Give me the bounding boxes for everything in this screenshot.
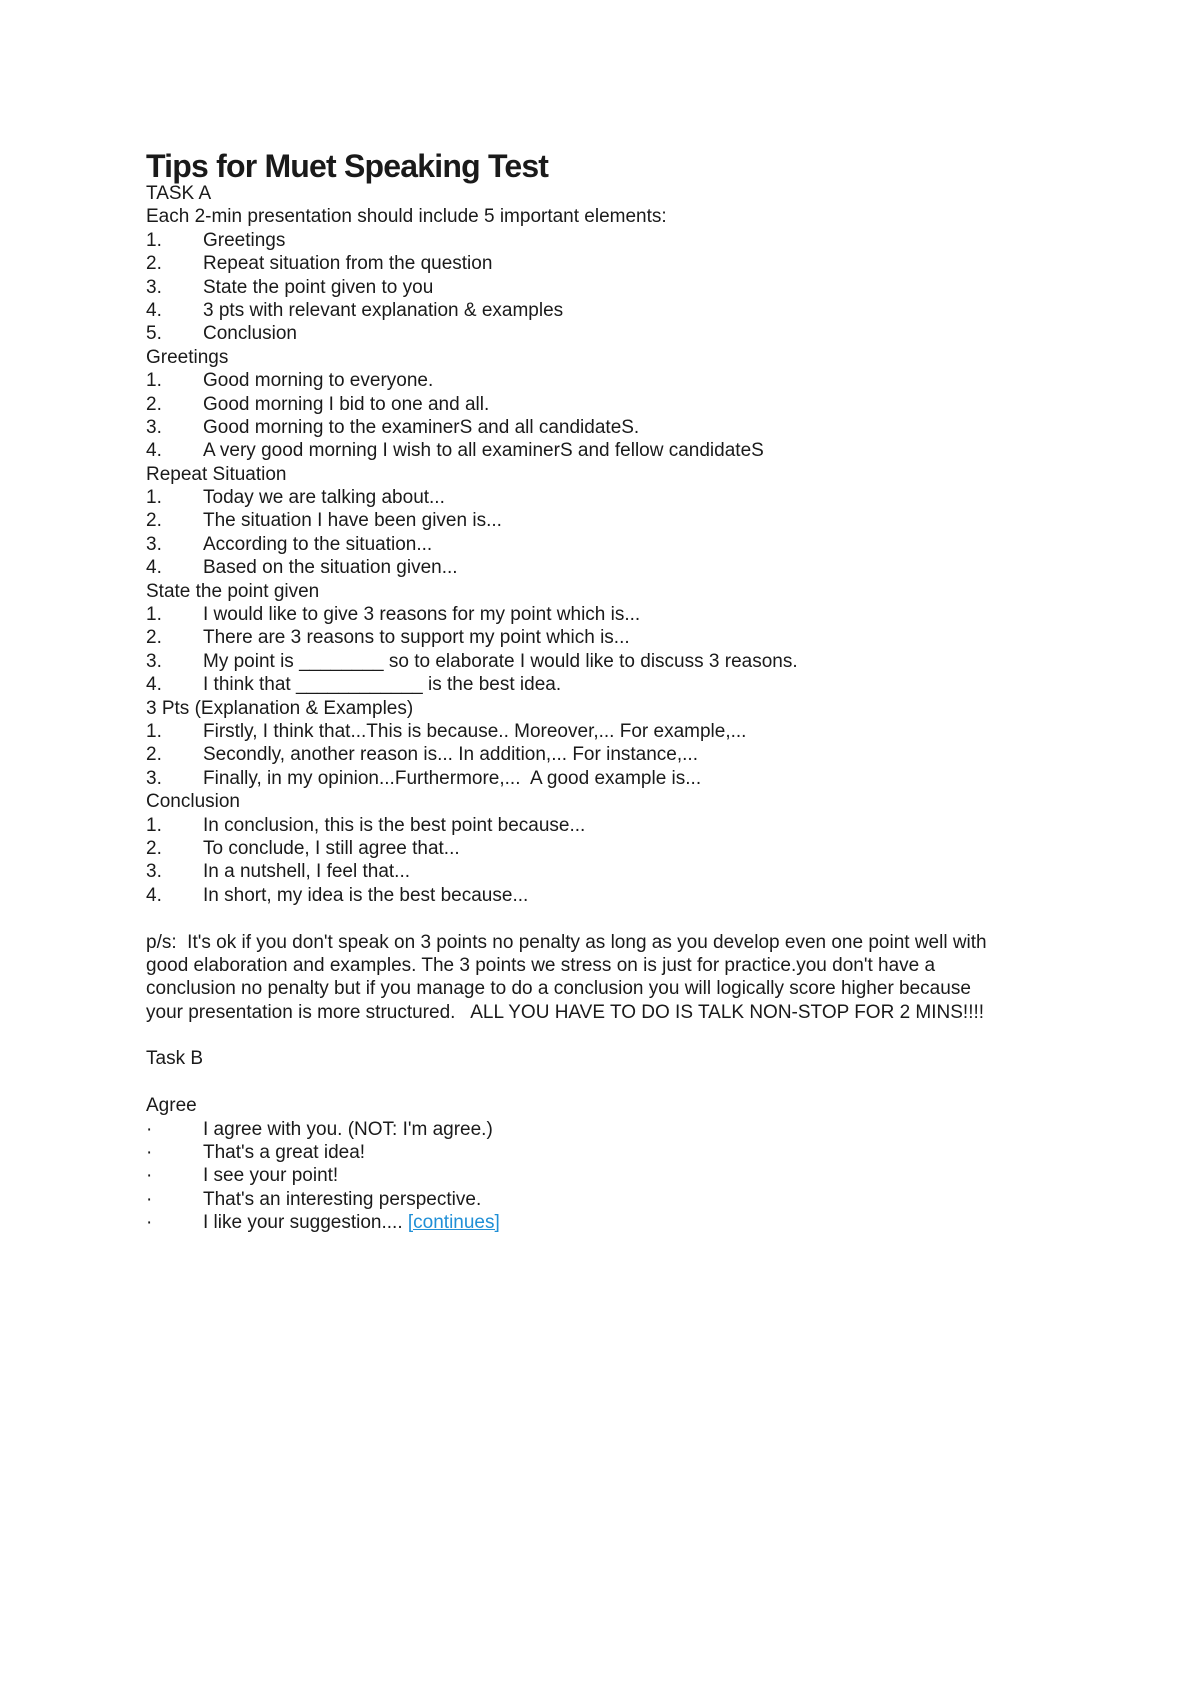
list-item <box>146 1188 1066 1211</box>
list-item <box>146 603 1066 626</box>
list-number: 2. <box>146 510 162 532</box>
ps-paragraph <box>146 931 1066 1025</box>
list-text: Based on the situation given... <box>203 557 458 579</box>
list-item <box>146 276 1066 299</box>
list-number: 1. <box>146 229 162 251</box>
list-item <box>146 369 1066 392</box>
bullet: · <box>146 1165 153 1187</box>
list-text: To conclude, I still agree that... <box>203 837 460 859</box>
list-number: 4. <box>146 557 162 579</box>
list-item <box>146 860 1066 883</box>
list-item <box>146 743 1066 766</box>
list-text: Good morning to the examinerS and all candidateS. <box>203 416 640 438</box>
list-item <box>146 393 1066 416</box>
three-pts-list <box>146 720 1066 790</box>
list-number: 3. <box>146 650 162 672</box>
list-item <box>146 486 1066 509</box>
list-item <box>146 299 1066 322</box>
paragraph-line: p/s: It's ok if you don't speak on 3 points no penalty as long as you develop even one point well with <box>146 931 987 953</box>
list-number: 3. <box>146 276 162 298</box>
list-text: I like your suggestion.... <box>203 1212 408 1234</box>
list-number: 1. <box>146 370 162 392</box>
list-item <box>146 884 1066 907</box>
list-item <box>146 252 1066 275</box>
bullet: · <box>146 1188 153 1210</box>
list-item <box>146 767 1066 790</box>
list-text: Good morning to everyone. <box>203 370 434 392</box>
list-number: 1. <box>146 814 162 836</box>
list-text: That's a great idea! <box>203 1142 366 1164</box>
list-text: I would like to give 3 reasons for my point which is... <box>203 604 641 626</box>
greetings-list <box>146 369 1066 463</box>
list-text: Secondly, another reason is... In addition,... For instance,... <box>203 744 698 766</box>
list-number: 4. <box>146 299 162 321</box>
list-text: Firstly, I think that...This is because.. Moreover,... For example,... <box>203 720 747 742</box>
list-number: 3. <box>146 861 162 883</box>
list-text: State the point given to you <box>203 276 434 298</box>
list-text: A very good morning I wish to all examinerS and fellow candidateS <box>203 440 764 462</box>
list-item <box>146 416 1066 439</box>
bullet: · <box>146 1212 153 1234</box>
continues-link[interactable]: [continues] <box>407 1212 500 1234</box>
list-item <box>146 509 1066 532</box>
list-item <box>146 1141 1066 1164</box>
list-number: 4. <box>146 674 162 696</box>
list-text: In short, my idea is the best because... <box>203 884 529 906</box>
list-text: In conclusion, this is the best point because... <box>203 814 586 836</box>
list-number: 2. <box>146 393 162 415</box>
list-item <box>146 626 1066 649</box>
list-text: In a nutshell, I feel that... <box>203 861 411 883</box>
list-number: 4. <box>146 884 162 906</box>
list-number: 1. <box>146 487 162 509</box>
page-title: Tips for Muet Speaking Test <box>146 148 549 184</box>
list-text: The situation I have been given is... <box>203 510 502 532</box>
list-text: I see your point! <box>203 1165 339 1187</box>
list-text: Good morning I bid to one and all. <box>203 393 490 415</box>
list-item <box>146 229 1066 252</box>
list-text: Conclusion <box>203 323 297 345</box>
list-item <box>146 720 1066 743</box>
list-item <box>146 814 1066 837</box>
list-number: 5. <box>146 323 162 345</box>
list-text: There are 3 reasons to support my point which is... <box>203 627 630 649</box>
bullet: · <box>146 1142 153 1164</box>
list-number: 2. <box>146 627 162 649</box>
list-text: That's an interesting perspective. <box>203 1188 482 1210</box>
three-pts-heading: 3 Pts (Explanation & Examples) <box>146 697 414 719</box>
spacer <box>146 907 1066 930</box>
repeat-situation-list <box>146 486 1066 580</box>
task-a-heading: TASK A <box>146 183 212 204</box>
list-number: 3. <box>146 533 162 555</box>
list-item <box>146 533 1066 556</box>
intro-text: Each 2-min presentation should include 5 important elements: <box>146 206 667 228</box>
greetings-heading: Greetings <box>146 346 229 368</box>
list-text: Greetings <box>203 229 286 251</box>
list-text: 3 pts with relevant explanation & examples <box>203 299 564 321</box>
spacer <box>146 1024 1066 1047</box>
bullet: · <box>146 1118 153 1140</box>
spacer <box>146 1071 1066 1094</box>
paragraph-line: conclusion no penalty but if you manage to do a conclusion you will logically score higher because <box>146 978 971 1000</box>
state-point-list <box>146 603 1066 697</box>
paragraph-line: good elaboration and examples. The 3 points we stress on is just for practice.you don't have a <box>146 954 936 976</box>
list-text: I think that ____________ is the best idea. <box>203 674 562 696</box>
agree-list <box>146 1118 1066 1235</box>
list-item <box>146 1118 1066 1141</box>
list-number: 3. <box>146 416 162 438</box>
list-text: Today we are talking about... <box>203 487 445 509</box>
list-number: 1. <box>146 604 162 626</box>
list-text: According to the situation... <box>203 533 433 555</box>
list-text: Finally, in my opinion...Furthermore,... A good example is... <box>203 767 702 789</box>
list-item <box>146 556 1066 579</box>
state-point-heading: State the point given <box>146 580 320 602</box>
list-number: 2. <box>146 837 162 859</box>
list-text: My point is ________ so to elaborate I would like to discuss 3 reasons. <box>203 650 798 672</box>
list-item <box>146 1211 1066 1234</box>
agree-heading: Agree <box>146 1095 197 1117</box>
list-number: 4. <box>146 440 162 462</box>
elements-list <box>146 229 1066 346</box>
conclusion-heading: Conclusion <box>146 791 240 813</box>
list-number: 2. <box>146 253 162 275</box>
list-text: Repeat situation from the question <box>203 253 493 275</box>
repeat-situation-heading: Repeat Situation <box>146 463 287 485</box>
paragraph-line: your presentation is more structured. ALL YOU HAVE TO DO IS TALK NON-STOP FOR 2 MINS!!!! <box>146 1001 985 1023</box>
document-page <box>146 0 1066 1235</box>
task-b-heading: Task B <box>146 1048 204 1070</box>
list-number: 1. <box>146 720 162 742</box>
list-item <box>146 439 1066 462</box>
list-item <box>146 650 1066 673</box>
list-item <box>146 1164 1066 1187</box>
list-number: 3. <box>146 767 162 789</box>
list-item <box>146 837 1066 860</box>
list-text: I agree with you. (NOT: I'm agree.) <box>203 1118 493 1140</box>
conclusion-list <box>146 814 1066 908</box>
list-item <box>146 673 1066 696</box>
list-item <box>146 322 1066 345</box>
list-number: 2. <box>146 744 162 766</box>
